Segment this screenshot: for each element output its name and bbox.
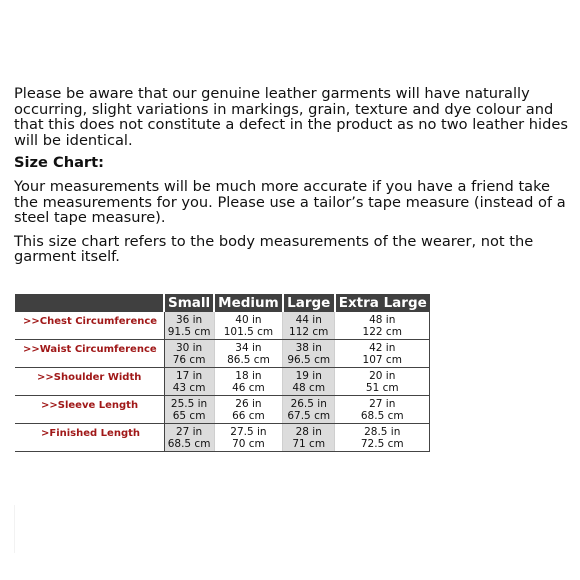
cell-cm: 91.5 cm — [167, 325, 211, 338]
table-cell — [335, 424, 430, 452]
table-cell — [164, 312, 214, 340]
table-cell — [214, 312, 283, 340]
cell-cm: 46 cm — [232, 381, 265, 394]
cell-cm: 43 cm — [172, 381, 206, 394]
size-header-small: Small — [164, 294, 214, 312]
cell-cm: 68.5 cm — [167, 437, 211, 450]
cell-cm: 112 cm — [289, 325, 329, 338]
cell-inches: 36 in — [175, 314, 203, 326]
row-label-sleeve: >>Sleeve Length — [15, 396, 164, 424]
table-row — [15, 396, 430, 424]
table-cell — [214, 368, 283, 396]
table-row — [15, 368, 430, 396]
measurement-tip-paragraph: Your measurements will be much more accurate if you have a friend take the measurements for you. Please use a tailor’s tape measure (instead of a steel tape measure). — [14, 178, 566, 226]
cell-inches: 42 in — [369, 342, 396, 354]
cell-inches: 19 in — [295, 370, 322, 382]
cell-cm: 67.5 cm — [287, 409, 331, 422]
table-cell — [214, 340, 283, 368]
cell-inches: 20 in — [369, 370, 396, 382]
size-header-large: Large — [283, 294, 335, 312]
size-chart-heading: Size Chart: — [14, 154, 104, 171]
cell-cm: 51 cm — [365, 381, 399, 394]
cell-cm: 96.5 cm — [287, 353, 331, 366]
cell-inches: 25.5 in — [170, 398, 208, 410]
cell-cm: 48 cm — [292, 381, 326, 394]
size-header-row — [15, 294, 430, 312]
table-row — [15, 312, 430, 340]
cell-inches: 38 in — [295, 342, 322, 354]
table-cell — [283, 396, 335, 424]
table-cell — [335, 312, 430, 340]
table-cell — [283, 424, 335, 452]
cell-cm: 66 cm — [232, 409, 265, 422]
description-block — [14, 86, 569, 265]
cell-cm: 72.5 cm — [360, 437, 404, 450]
cell-inches: 34 in — [235, 342, 262, 354]
table-cell — [335, 368, 430, 396]
cell-cm: 71 cm — [292, 437, 326, 450]
cell-cm: 68.5 cm — [360, 409, 404, 422]
table-cell — [335, 340, 430, 368]
cell-inches: 27.5 in — [230, 426, 267, 438]
table-cell — [283, 312, 335, 340]
table-row — [15, 424, 430, 452]
table-cell — [283, 340, 335, 368]
cell-cm: 65 cm — [172, 409, 206, 422]
cell-cm: 70 cm — [232, 437, 265, 450]
table-cell — [335, 396, 430, 424]
leather-variation-paragraph: Please be aware that our genuine leather garments will have naturally occurring, slight variations in markings, grain, texture and dye colour and that this does not constitute a defect in the product as no two leather hides will be identical. — [14, 85, 568, 149]
size-table-body — [15, 312, 430, 452]
cell-inches: 44 in — [295, 314, 322, 326]
row-label-chest: >>Chest Circumference — [15, 312, 164, 340]
cell-inches: 28.5 in — [364, 426, 401, 438]
cell-cm: 107 cm — [362, 353, 402, 366]
size-chart-table — [15, 294, 430, 452]
row-label-shoulder: >>Shoulder Width — [15, 368, 164, 396]
cell-cm: 86.5 cm — [227, 353, 270, 366]
body-measurement-note: This size chart refers to the body measurements of the wearer, not the garment itself. — [14, 232, 534, 265]
table-cell — [214, 424, 283, 452]
cell-inches: 48 in — [369, 314, 396, 326]
size-header-corner — [15, 294, 164, 312]
cell-inches: 28 in — [295, 426, 322, 438]
row-label-waist: >>Waist Circumference — [15, 340, 164, 368]
table-cell — [164, 340, 214, 368]
table-cell — [283, 368, 335, 396]
scan-artifact — [14, 505, 15, 553]
cell-inches: 17 in — [175, 370, 203, 382]
cell-inches: 18 in — [235, 370, 262, 382]
cell-inches: 30 in — [175, 342, 203, 354]
table-cell — [164, 368, 214, 396]
cell-inches: 26.5 in — [290, 398, 327, 410]
cell-inches: 40 in — [235, 314, 262, 326]
table-cell — [214, 396, 283, 424]
table-cell — [164, 396, 214, 424]
cell-inches: 27 in — [369, 398, 396, 410]
cell-inches: 26 in — [235, 398, 262, 410]
row-label-finished-length: >Finished Length — [15, 424, 164, 452]
table-row — [15, 340, 430, 368]
size-header-medium: Medium — [214, 294, 283, 312]
cell-cm: 101.5 cm — [223, 325, 274, 338]
cell-cm: 122 cm — [362, 325, 402, 338]
cell-cm: 76 cm — [172, 353, 206, 366]
size-header-extra-large: Extra Large — [335, 294, 430, 312]
cell-inches: 27 in — [175, 426, 203, 438]
table-cell — [164, 424, 214, 452]
